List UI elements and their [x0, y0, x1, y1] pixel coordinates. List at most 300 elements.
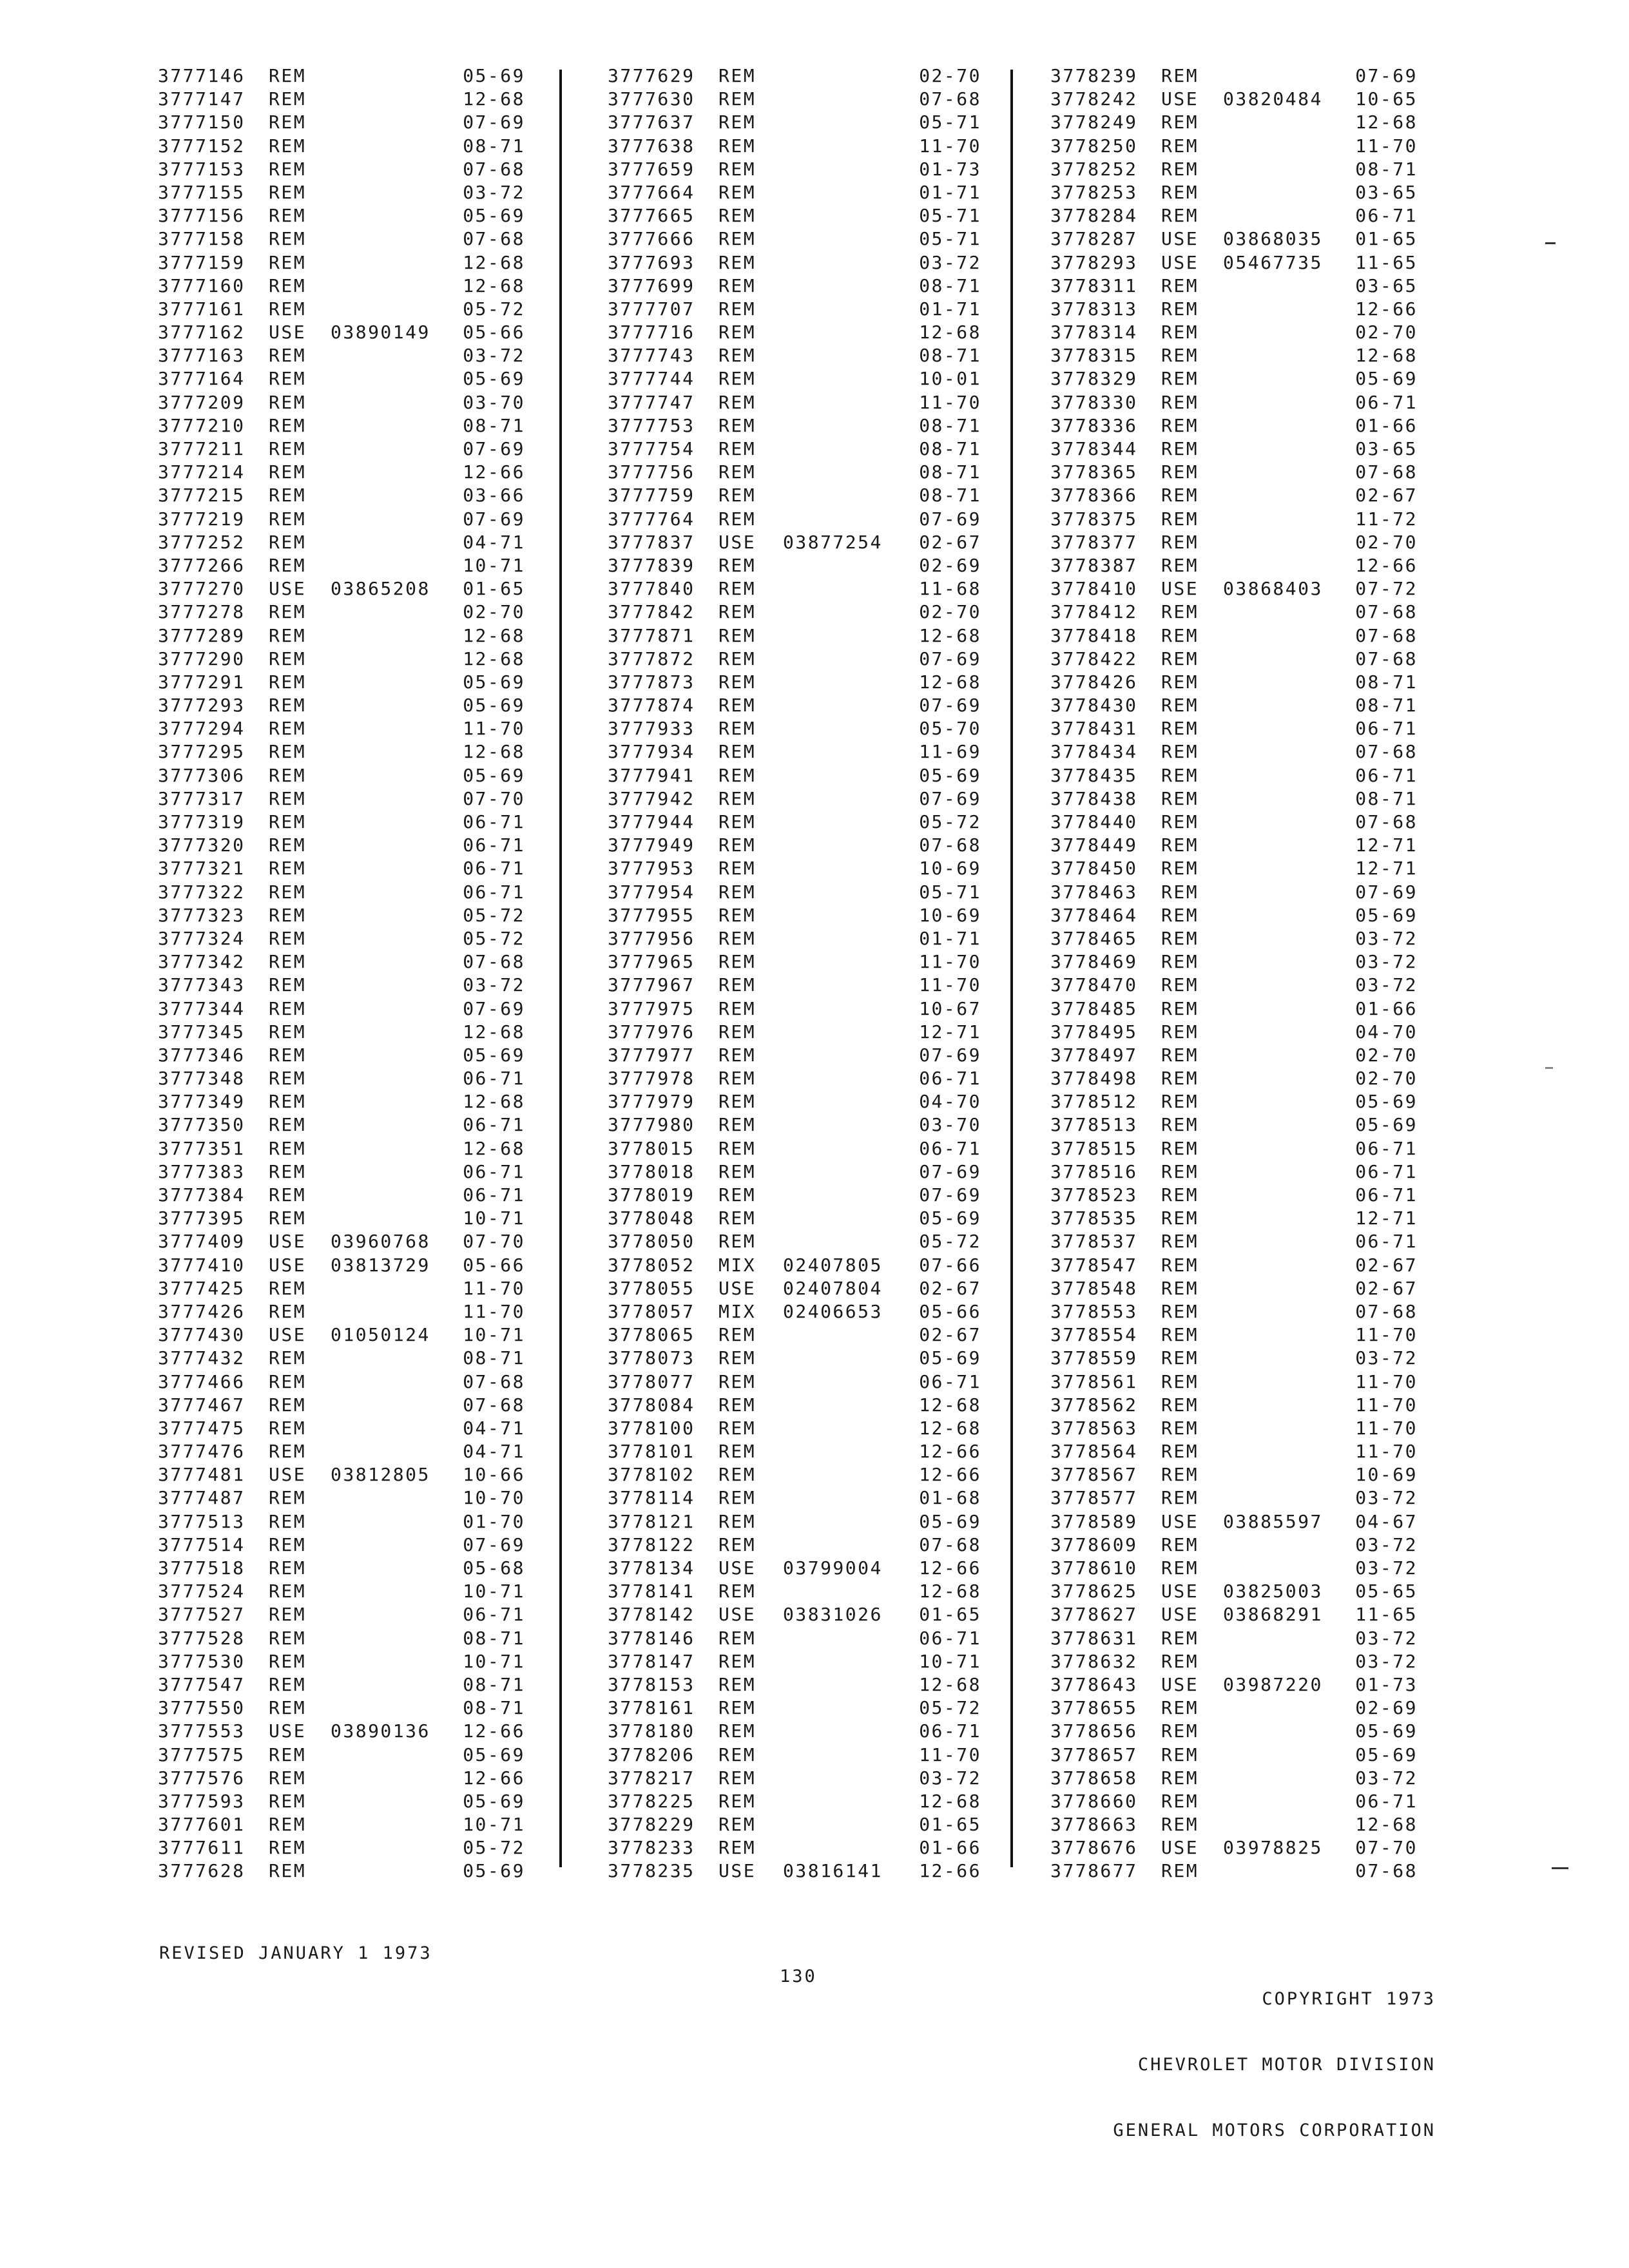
part-number: 3778329 — [1050, 368, 1138, 390]
effective-date: 06-71 — [463, 1604, 525, 1626]
effective-date: 01-71 — [919, 927, 981, 949]
part-number: 3778235 — [608, 1860, 695, 1882]
effective-date: 06-71 — [1355, 1184, 1418, 1206]
part-row — [158, 531, 525, 554]
effective-date: 06-71 — [463, 1184, 525, 1206]
part-number: 3777344 — [158, 997, 246, 1019]
part-row — [158, 974, 525, 997]
effective-date: 03-66 — [463, 485, 525, 506]
part-row — [1050, 321, 1418, 344]
part-number: 3778242 — [1050, 88, 1138, 110]
part-row — [608, 950, 981, 974]
action-code: REM — [718, 205, 757, 227]
part-number: 3777426 — [158, 1300, 246, 1322]
part-row — [158, 554, 525, 577]
part-row — [158, 1160, 525, 1184]
part-row — [158, 1347, 525, 1370]
effective-date: 11-70 — [1355, 1417, 1418, 1439]
part-number: 3778440 — [1050, 811, 1138, 832]
margin-mark — [1552, 1867, 1568, 1869]
effective-date: 02-67 — [919, 1277, 981, 1299]
part-number: 3777980 — [608, 1114, 695, 1136]
part-row — [1050, 1370, 1418, 1394]
action-code: REM — [269, 1347, 307, 1369]
part-number: 3777161 — [158, 298, 246, 320]
effective-date: 03-65 — [1355, 274, 1418, 296]
part-row — [1050, 1744, 1418, 1767]
part-row — [158, 1277, 525, 1300]
action-code: REM — [718, 345, 757, 367]
part-number: 3777487 — [158, 1487, 246, 1509]
effective-date: 02-70 — [919, 65, 981, 86]
action-code: REM — [1161, 1394, 1199, 1416]
part-row — [158, 671, 525, 694]
part-row — [1050, 1044, 1418, 1067]
part-row — [608, 298, 981, 321]
action-code: REM — [269, 1114, 307, 1136]
part-number: 3777716 — [608, 322, 695, 343]
action-code: REM — [1161, 554, 1199, 576]
part-row — [158, 857, 525, 880]
part-number: 3777210 — [158, 414, 246, 436]
effective-date: 07-68 — [1355, 648, 1418, 669]
effective-date: 01-73 — [1355, 1673, 1418, 1695]
part-number: 3777432 — [158, 1347, 246, 1369]
action-code: REM — [1161, 1790, 1199, 1812]
part-row — [608, 1767, 981, 1790]
part-number: 3778134 — [608, 1557, 695, 1579]
part-number: 3777345 — [158, 1021, 246, 1043]
part-number: 3777547 — [158, 1673, 246, 1695]
action-code: REM — [718, 461, 757, 483]
action-code: REM — [718, 414, 757, 436]
part-number: 3777306 — [158, 764, 246, 786]
action-code: REM — [1161, 671, 1199, 693]
effective-date: 07-68 — [463, 1394, 525, 1416]
part-number: 3778330 — [1050, 391, 1138, 413]
part-row — [608, 811, 981, 834]
action-code: REM — [1161, 1277, 1199, 1299]
part-row — [158, 484, 525, 507]
effective-date: 05-69 — [463, 1744, 525, 1765]
part-number: 3777153 — [158, 158, 246, 180]
part-row — [1050, 764, 1418, 787]
part-row — [608, 904, 981, 927]
part-number: 3778547 — [1050, 1254, 1138, 1276]
part-number: 3778516 — [1050, 1160, 1138, 1182]
part-number: 3777954 — [608, 881, 695, 903]
part-row — [158, 787, 525, 811]
replacement-part-number: 01050124 — [331, 1324, 430, 1346]
action-code: REM — [269, 1581, 307, 1602]
part-number: 3778434 — [1050, 741, 1138, 763]
part-row — [158, 834, 525, 857]
effective-date: 10-71 — [463, 1814, 525, 1836]
part-row — [1050, 1090, 1418, 1113]
part-row — [158, 251, 525, 274]
part-number: 3777295 — [158, 741, 246, 763]
part-number: 3778435 — [1050, 764, 1138, 786]
effective-date: 03-72 — [463, 181, 525, 203]
part-row — [608, 88, 981, 111]
part-number: 3778284 — [1050, 205, 1138, 227]
part-row — [158, 227, 525, 251]
action-code: REM — [269, 1604, 307, 1626]
effective-date: 03-72 — [1355, 974, 1418, 996]
part-row — [158, 135, 525, 158]
action-code: REM — [718, 1160, 757, 1182]
action-code: REM — [718, 1137, 757, 1159]
part-number: 3777975 — [608, 997, 695, 1019]
part-number: 3777278 — [158, 601, 246, 623]
effective-date: 12-68 — [919, 1790, 981, 1812]
margin-mark — [1545, 1067, 1553, 1069]
part-row — [608, 391, 981, 414]
replacement-part-number: 03877254 — [783, 531, 883, 553]
part-row — [1050, 298, 1418, 321]
effective-date: 11-70 — [463, 718, 525, 740]
action-code: REM — [269, 741, 307, 763]
part-number: 3778609 — [1050, 1533, 1138, 1555]
part-row — [158, 321, 525, 344]
part-number: 3778233 — [608, 1837, 695, 1859]
action-code: REM — [269, 1137, 307, 1159]
part-row — [1050, 1767, 1418, 1790]
part-number: 3778121 — [608, 1510, 695, 1532]
action-code: REM — [718, 1207, 757, 1229]
action-code: REM — [269, 1837, 307, 1859]
part-number: 3777873 — [608, 671, 695, 693]
effective-date: 12-68 — [463, 1021, 525, 1043]
effective-date: 02-70 — [1355, 531, 1418, 553]
part-row — [158, 1486, 525, 1510]
effective-date: 11-70 — [919, 391, 981, 413]
part-number: 3777934 — [608, 741, 695, 763]
part-row — [608, 997, 981, 1021]
effective-date: 04-70 — [1355, 1021, 1418, 1043]
part-number: 3778658 — [1050, 1767, 1138, 1789]
action-code: REM — [1161, 1184, 1199, 1206]
part-number: 3778548 — [1050, 1277, 1138, 1299]
effective-date: 12-71 — [1355, 834, 1418, 856]
part-number: 3778048 — [608, 1207, 695, 1229]
part-number: 3778410 — [1050, 578, 1138, 600]
action-code: REM — [718, 1324, 757, 1346]
action-code: REM — [269, 1790, 307, 1812]
action-code: REM — [1161, 1487, 1199, 1509]
effective-date: 08-71 — [463, 1673, 525, 1695]
effective-date: 05-69 — [1355, 1720, 1418, 1742]
effective-date: 02-70 — [1355, 1044, 1418, 1066]
action-code: REM — [269, 601, 307, 623]
effective-date: 07-68 — [1355, 741, 1418, 763]
part-row — [1050, 1580, 1418, 1603]
part-number: 3777159 — [158, 251, 246, 273]
effective-date: 07-70 — [463, 1231, 525, 1253]
action-code: REM — [718, 181, 757, 203]
effective-date: 06-71 — [1355, 1231, 1418, 1253]
part-number: 3777874 — [608, 695, 695, 716]
action-code: REM — [1161, 65, 1199, 86]
part-number: 3778180 — [608, 1720, 695, 1742]
action-code: USE — [1161, 1604, 1199, 1626]
effective-date: 08-71 — [463, 1627, 525, 1649]
action-code: REM — [1161, 391, 1199, 413]
effective-date: 06-71 — [919, 1068, 981, 1090]
part-number: 3777475 — [158, 1417, 246, 1439]
copyright-line: COPYRIGHT 1973 — [1262, 1989, 1436, 2009]
part-number: 3778101 — [608, 1441, 695, 1463]
effective-date: 01-65 — [919, 1604, 981, 1626]
part-number: 3777942 — [608, 787, 695, 809]
part-number: 3778465 — [1050, 927, 1138, 949]
action-code: USE — [1161, 228, 1199, 250]
action-code: REM — [1161, 111, 1199, 133]
effective-date: 08-71 — [1355, 787, 1418, 809]
part-row — [1050, 1230, 1418, 1253]
replacement-part-number: 03816141 — [783, 1860, 883, 1882]
part-row — [158, 1557, 525, 1580]
part-row — [1050, 1720, 1418, 1743]
action-code: REM — [1161, 904, 1199, 926]
part-number: 3778663 — [1050, 1814, 1138, 1836]
part-row — [608, 484, 981, 507]
part-row — [1050, 158, 1418, 181]
effective-date: 08-71 — [1355, 158, 1418, 180]
part-row — [1050, 1696, 1418, 1720]
action-code: REM — [269, 695, 307, 716]
action-code: REM — [1161, 1464, 1199, 1486]
effective-date: 06-71 — [1355, 718, 1418, 740]
part-number: 3777759 — [608, 485, 695, 506]
action-code: REM — [269, 1091, 307, 1113]
action-code: REM — [718, 904, 757, 926]
part-row — [608, 64, 981, 88]
effective-date: 11-70 — [463, 1277, 525, 1299]
part-row — [1050, 251, 1418, 274]
action-code: REM — [269, 228, 307, 250]
action-code: REM — [1161, 1091, 1199, 1113]
action-code: REM — [269, 88, 307, 110]
part-number: 3777289 — [158, 624, 246, 646]
part-row — [1050, 624, 1418, 648]
part-row — [1050, 950, 1418, 974]
part-row — [608, 1627, 981, 1650]
effective-date: 02-70 — [919, 601, 981, 623]
part-row — [1050, 344, 1418, 367]
replacement-part-number: 03960768 — [331, 1231, 430, 1253]
part-row — [608, 1673, 981, 1696]
part-row — [158, 111, 525, 134]
part-row — [608, 1744, 981, 1767]
action-code: REM — [718, 1464, 757, 1486]
action-code: REM — [269, 461, 307, 483]
part-number: 3777664 — [608, 181, 695, 203]
effective-date: 01-65 — [919, 1814, 981, 1836]
effective-date: 05-66 — [463, 322, 525, 343]
action-code: REM — [1161, 1767, 1199, 1789]
part-number: 3777384 — [158, 1184, 246, 1206]
action-code: REM — [1161, 461, 1199, 483]
part-number: 3777425 — [158, 1277, 246, 1299]
part-number: 3778559 — [1050, 1347, 1138, 1369]
part-row — [608, 181, 981, 204]
part-number: 3777840 — [608, 578, 695, 600]
replacement-part-number: 02407804 — [783, 1277, 883, 1299]
part-number: 3777967 — [608, 974, 695, 996]
part-row — [608, 1720, 981, 1743]
effective-date: 10-69 — [919, 904, 981, 926]
action-code: REM — [718, 741, 757, 763]
effective-date: 06-71 — [1355, 1790, 1418, 1812]
effective-date: 12-68 — [1355, 1814, 1418, 1836]
part-number: 3778431 — [1050, 718, 1138, 740]
effective-date: 07-68 — [919, 1533, 981, 1555]
part-number: 3778412 — [1050, 601, 1138, 623]
action-code: REM — [1161, 1814, 1199, 1836]
part-row — [158, 1021, 525, 1044]
part-row — [158, 1860, 525, 1883]
action-code: REM — [269, 111, 307, 133]
effective-date: 12-71 — [1355, 858, 1418, 879]
part-row — [158, 461, 525, 484]
column-divider — [1010, 70, 1013, 1867]
action-code: REM — [718, 391, 757, 413]
part-row — [608, 251, 981, 274]
effective-date: 05-71 — [919, 205, 981, 227]
part-row — [1050, 927, 1418, 950]
effective-date: 07-69 — [463, 1533, 525, 1555]
part-row — [608, 1021, 981, 1044]
effective-date: 05-69 — [1355, 1114, 1418, 1136]
action-code: REM — [269, 881, 307, 903]
part-row — [608, 1486, 981, 1510]
part-row — [158, 1067, 525, 1090]
part-number: 3778052 — [608, 1254, 695, 1276]
action-code: USE — [269, 1464, 307, 1486]
part-row — [1050, 1463, 1418, 1486]
part-number: 3777601 — [158, 1814, 246, 1836]
part-number: 3777629 — [608, 65, 695, 86]
part-row — [608, 1347, 981, 1370]
part-number: 3777319 — [158, 811, 246, 832]
part-number: 3778387 — [1050, 554, 1138, 576]
action-code: REM — [1161, 368, 1199, 390]
part-number: 3777513 — [158, 1510, 246, 1532]
part-number: 3778161 — [608, 1697, 695, 1719]
effective-date: 03-70 — [919, 1114, 981, 1136]
part-number: 3778422 — [1050, 648, 1138, 669]
part-number: 3778515 — [1050, 1137, 1138, 1159]
part-number: 3778365 — [1050, 461, 1138, 483]
part-row — [1050, 461, 1418, 484]
part-row — [608, 508, 981, 531]
action-code: REM — [718, 485, 757, 506]
effective-date: 06-71 — [463, 1160, 525, 1182]
part-row — [1050, 811, 1418, 834]
part-number: 3777956 — [608, 927, 695, 949]
part-row — [158, 508, 525, 531]
part-number: 3777395 — [158, 1207, 246, 1229]
part-number: 3778589 — [1050, 1510, 1138, 1532]
action-code: REM — [269, 205, 307, 227]
effective-date: 03-72 — [1355, 1557, 1418, 1579]
action-code: USE — [269, 1254, 307, 1276]
action-code: REM — [718, 1837, 757, 1859]
part-number: 3777158 — [158, 228, 246, 250]
action-code: REM — [1161, 1254, 1199, 1276]
action-code: REM — [718, 1744, 757, 1765]
effective-date: 12-71 — [1355, 1207, 1418, 1229]
part-number: 3777323 — [158, 904, 246, 926]
replacement-part-number: 03890149 — [331, 322, 430, 343]
action-code: REM — [1161, 1114, 1199, 1136]
effective-date: 12-68 — [463, 741, 525, 763]
action-code: REM — [269, 554, 307, 576]
effective-date: 07-70 — [463, 787, 525, 809]
part-number: 3777871 — [608, 624, 695, 646]
effective-date: 12-68 — [919, 1417, 981, 1439]
part-row — [608, 1860, 981, 1883]
part-number: 3777346 — [158, 1044, 246, 1066]
part-row — [1050, 204, 1418, 227]
action-code: REM — [718, 1417, 757, 1439]
part-number: 3778311 — [1050, 274, 1138, 296]
effective-date: 02-67 — [1355, 1277, 1418, 1299]
effective-date: 05-69 — [1355, 368, 1418, 390]
part-number: 3777150 — [158, 111, 246, 133]
part-number: 3778250 — [1050, 135, 1138, 157]
effective-date: 05-69 — [463, 1860, 525, 1882]
part-number: 3777965 — [608, 951, 695, 973]
part-number: 3777410 — [158, 1254, 246, 1276]
replacement-part-number: 02407805 — [783, 1254, 883, 1276]
action-code: REM — [718, 834, 757, 856]
action-code: REM — [718, 764, 757, 786]
action-code: REM — [269, 1627, 307, 1649]
effective-date: 06-71 — [463, 811, 525, 832]
part-row — [1050, 1533, 1418, 1557]
action-code: REM — [718, 927, 757, 949]
action-code: REM — [1161, 881, 1199, 903]
action-code: REM — [269, 65, 307, 86]
part-row — [158, 577, 525, 601]
part-number: 3777527 — [158, 1604, 246, 1626]
part-number: 3778249 — [1050, 111, 1138, 133]
part-row — [608, 158, 981, 181]
effective-date: 05-72 — [463, 904, 525, 926]
parts-column-2 — [608, 64, 981, 1883]
part-number: 3777164 — [158, 368, 246, 390]
action-code: REM — [269, 298, 307, 320]
effective-date: 11-70 — [919, 951, 981, 973]
effective-date: 04-71 — [463, 1417, 525, 1439]
part-number: 3777147 — [158, 88, 246, 110]
part-number: 3777949 — [608, 834, 695, 856]
part-row — [608, 367, 981, 390]
effective-date: 03-72 — [919, 251, 981, 273]
part-row — [1050, 671, 1418, 694]
part-row — [608, 1160, 981, 1184]
part-row — [608, 1603, 981, 1626]
part-number: 3777953 — [608, 858, 695, 879]
part-number: 3778252 — [1050, 158, 1138, 180]
action-code: USE — [269, 322, 307, 343]
part-number: 3777351 — [158, 1137, 246, 1159]
effective-date: 07-68 — [463, 228, 525, 250]
action-code: REM — [269, 181, 307, 203]
part-row — [608, 111, 981, 134]
